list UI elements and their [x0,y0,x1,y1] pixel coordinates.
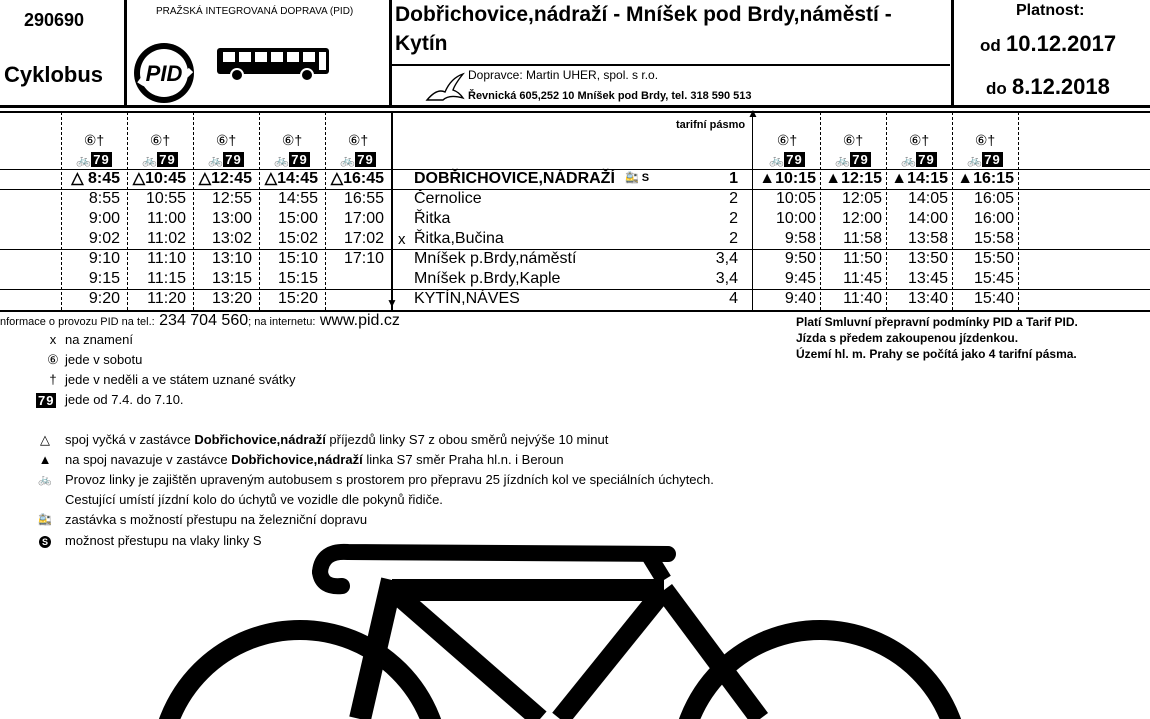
route-title-2: Kytín [395,32,448,55]
departure-time: 15:20 [277,290,318,307]
departure-time: 15:02 [277,230,318,247]
web-prefix: ; na internetu: [248,316,316,328]
departure-time: 16:00 [973,210,1014,227]
departure-time: 9:50 [784,250,816,267]
legend-train: zastávka s možností přestupu na železniční dopravu [65,512,368,527]
col-badge [886,151,952,168]
col-symbols: ⑥† [842,132,864,148]
departure-time: 14:00 [907,210,948,227]
pid-logo-text: PID [145,61,183,86]
stop-zone: 3,4 [715,270,738,287]
col-symbols: ⑥† [974,132,996,148]
departure-time: ▲10:15 [759,170,816,187]
up-arrow-icon: ▲ [747,106,759,120]
conditions-2: Jízda s předem zakoupenou jízdenkou. [796,331,1019,345]
legend-bike-2: Cestující umístí jízdní kolo do úchytů ve vozidle dle pokynů řidiče. [65,492,443,507]
col-badge [820,151,886,168]
bike-icon: 🚲 [142,153,158,167]
bike-icon: 🚲 [769,153,785,167]
departure-time: 11:45 [843,270,882,287]
departure-time: 9:02 [88,230,120,247]
departure-time: △ 8:45 [71,170,120,187]
departure-time: 13:15 [211,270,252,287]
departure-time: 13:40 [907,290,948,307]
departure-time: 15:10 [277,250,318,267]
valid-to-prefix: do [986,79,1007,98]
validity-title: Platnost: [1016,2,1085,19]
departure-time: ▲12:15 [825,170,882,187]
departure-time: 14:55 [277,190,318,207]
departure-time: 9:45 [784,270,816,287]
departure-time: 13:20 [211,290,252,307]
carrier-bird-icon [425,70,465,109]
bike-icon: 🚲 [967,153,983,167]
bike-icon: 🚲 [835,153,851,167]
legend-text: jede v sobotu [65,352,143,367]
legend-text: jede od 7.4. do 7.10. [65,392,184,407]
route-title-1: Dobřichovice,nádraží - Mníšek pod Brdy,náměstí - [395,3,892,26]
departure-time: 12:05 [841,190,882,207]
badge-79: 79 [291,152,308,167]
departure-time: ▲16:15 [957,170,1014,187]
bike-icon: 🚲 [340,153,356,167]
departure-time: 10:05 [775,190,816,207]
col-badge [127,151,193,168]
departure-time: △14:45 [264,170,318,187]
phone-prefix: nformace o provozu PID na tel.: [0,316,155,328]
departure-time: 17:10 [343,250,384,267]
info-line [0,312,400,330]
departure-time: 9:10 [88,250,120,267]
departure-time: 13:02 [211,230,252,247]
badge-79: 79 [225,152,242,167]
bicycle-pictogram [0,540,1150,719]
col-symbols: ⑥† [149,132,171,148]
legend-bike-1: Provoz linky je zajištěn upraveným autobusem s prostorem pro přepravu 25 jízdních kol ve speciálních úchytech. [65,472,714,487]
train-icon: 🚉 [38,514,52,526]
bike-icon: 🚲 [901,153,917,167]
col-symbols: ⑥† [347,132,369,148]
zone-header: tarifní pásmo [676,119,746,131]
departure-time: 11:50 [843,250,882,267]
route-divider [392,64,950,66]
legend-badge-79: 79 [38,393,55,408]
stop-name: Mníšek p.Brdy,náměstí [414,250,577,267]
departure-time: 15:50 [973,250,1014,267]
badge-79: 79 [984,152,1001,167]
departure-time: 15:40 [973,290,1014,307]
stop-name: Černolice [414,190,482,207]
departure-time: 17:02 [343,230,384,247]
stop-name: Řitka [414,210,451,227]
stop-zone: 2 [729,230,738,247]
departure-time: 11:00 [147,210,186,227]
phone: 234 704 560 [159,312,249,329]
legend-wait: spoj vyčká v zastávce Dobřichovice,nádraží příjezdů linky S7 z obou směrů nejvýše 10 minut [65,432,609,447]
conditions-1: Platí Smluvní přepravní podmínky PID a Tarif PID. [796,315,1078,329]
departure-time: △12:45 [198,170,252,187]
stop-zone: 3,4 [715,250,738,267]
bike-icon: 🚲 [38,474,52,486]
badge-79: 79 [357,152,374,167]
triangle-filled-icon: ▲ [38,452,52,467]
departure-time: 15:45 [973,270,1014,287]
departure-time: 12:00 [841,210,882,227]
stop-name: Mníšek p.Brdy,Kaple [414,270,561,287]
badge-79: 79 [918,152,935,167]
departure-time: 16:05 [973,190,1014,207]
departure-time: 15:58 [973,230,1014,247]
col-symbols: ⑥† [83,132,105,148]
departure-time: 13:50 [907,250,948,267]
departure-time: 13:00 [211,210,252,227]
pid-logo [131,40,197,106]
legend-symbol: † [49,372,57,387]
org-name: PRAŽSKÁ INTEGROVANÁ DOPRAVA (PID) [156,6,354,17]
legend-s: možnost přestupu na vlaky linky S [65,533,262,548]
departure-time: 8:55 [88,190,120,207]
legend-symbol: ⑥ [47,352,59,367]
badge-79: 79 [852,152,869,167]
col-badge [259,151,325,168]
carrier-name: Dopravce: Martin UHER, spol. s r.o. [468,68,659,82]
col-sep [1018,112,1019,310]
down-arrow-line [392,189,393,304]
col-symbols: ⑥† [215,132,237,148]
s-train-icon: S [36,533,54,549]
col-badge [61,151,127,168]
departure-time: 10:55 [145,190,186,207]
legend-connect: na spoj navazuje v zastávce Dobřichovice,nádraží linka S7 směr Praha hl.n. i Beroun [65,452,564,467]
conditions-3: Území hl. m. Prahy se počítá jako 4 tarifní pásma. [796,347,1077,361]
legend-symbol: x [49,332,57,347]
line-type: Cyklobus [4,62,104,87]
triangle-open-icon: △ [40,432,50,447]
valid-from-prefix: od [980,36,1001,55]
departure-time: ▲14:15 [891,170,948,187]
stop-name: Řitka,Bučina [414,230,504,247]
badge-79: 79 [786,152,803,167]
down-arrow-icon: ▼ [386,296,398,310]
request-stop-marker: x [398,231,406,248]
departure-time: △16:45 [330,170,384,187]
valid-from: 10.12.2017 [1006,31,1117,56]
departure-time: 9:58 [784,230,816,247]
departure-time: 9:15 [88,270,120,287]
stop-zone: 4 [729,290,738,307]
departure-time: 11:40 [843,290,882,307]
departure-time: 16:55 [343,190,384,207]
col-symbols: ⑥† [908,132,930,148]
departure-time: 15:15 [277,270,318,287]
departure-time: 10:00 [775,210,816,227]
stop-name: DOBŘICHOVICE,NÁDRAŽÍ [414,170,615,187]
departure-time: 11:58 [843,230,882,247]
stop-name: KYTÍN,NÁVES [414,290,520,307]
bike-icon: 🚲 [76,153,92,167]
badge-79: 79 [93,152,110,167]
bus-icon [215,46,333,87]
col-symbols: ⑥† [776,132,798,148]
departure-time: 9:20 [88,290,120,307]
stop-zone: 2 [729,190,738,207]
col-symbols: ⑥† [281,132,303,148]
departure-time: 13:45 [907,270,948,287]
line-number: 290690 [24,10,85,30]
departure-time: 11:02 [147,230,186,247]
departure-time: 9:00 [88,210,120,227]
grid-top [0,111,1150,113]
departure-time: 15:00 [277,210,318,227]
departure-time: 11:15 [147,270,186,287]
departure-time: 14:05 [907,190,948,207]
col-badge [754,151,820,168]
departure-time: 11:20 [147,290,186,307]
departure-time: 11:10 [147,250,186,267]
legend-text: na znamení [65,332,133,347]
departure-time: 13:58 [907,230,948,247]
badge-79: 79 [159,152,176,167]
train-icon: 🚉 S [625,172,650,184]
stop-zone: 2 [729,210,738,227]
col-badge [325,151,391,168]
departure-time: △10:45 [132,170,186,187]
col-badge [193,151,259,168]
departure-time: 9:40 [784,290,816,307]
bike-icon: 🚲 [208,153,224,167]
col-badge [952,151,1018,168]
bike-icon: 🚲 [274,153,290,167]
departure-time: 13:10 [211,250,252,267]
stop-zone: 1 [729,170,738,187]
carrier-address: Řevnická 605,252 10 Mníšek pod Brdy, tel. 318 590 513 [468,90,752,102]
valid-to: 8.12.2018 [1012,74,1110,99]
web-link[interactable]: www.pid.cz [319,312,400,329]
departure-time: 12:55 [211,190,252,207]
legend-text: jede v neděli a ve státem uznané svátky [65,372,296,387]
departure-time: 17:00 [343,210,384,227]
